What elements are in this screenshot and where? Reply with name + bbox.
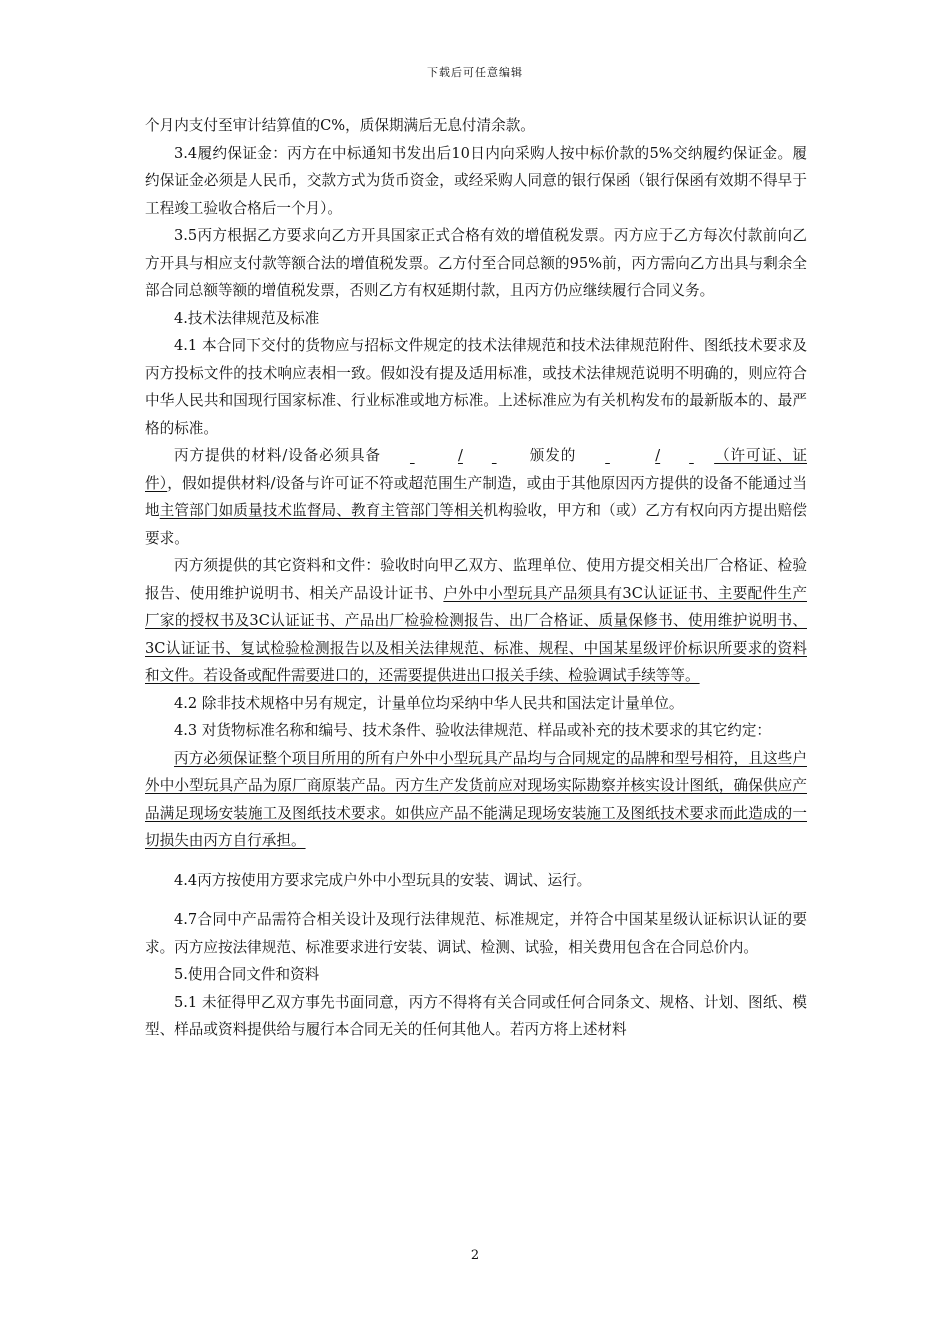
authority-departments-text: 主管部门如质量技术监督局、教育主管部门等相关 (159, 502, 484, 519)
paragraph-4-4: 4.4丙方按使用方要求完成户外中小型玩具的安装、调试、运行。 (174, 871, 592, 889)
section-heading-5: 5.使用合同文件和资料 (174, 966, 320, 983)
paragraph-documents (145, 552, 807, 690)
paragraph-4-1: 4.1 本合同下交付的货物应与招标文件规定的技术法律规范和技术法律规范附件、图纸技术要求及丙方投标文件的技术响应表相一致。假如没有提及适用标准，或技术法律规范说明不明确的，则应符合中华人民共和国现行国家标准、行业标准或地方标准。上述标准应为有关机构发布的最新版本的、最严格的标准。 (145, 337, 807, 437)
section-heading-4: 4.技术法律规范及标准 (174, 309, 320, 327)
paragraph-3-4: 3.4履约保证金：丙方在中标通知书发出后10日内向采购人按中标价款的5%交纳履约保证金。履约保证金必须是人民币，交款方式为货币资金，或经采购人同意的银行保函（银行保函有效期不得早于工程竣工验收合格后一个月）。 (145, 144, 807, 217)
license-certificate-text: （许可证、证件） (145, 447, 807, 492)
document-body (145, 112, 807, 1044)
documents-underlined-text: 户外中小型玩具产品须具有3C认证证书、主要配件生产厂家的授权书及3C认证证书、产品出厂检验检测报告、出厂合格证、质量保修书、使用维护说明书、3C认证证书、复试检验检测报告以及相关法律规范、标准、规程、中国某星级评价标识所要求的资料和文件。若设备或配件需要进口的，还需要提供进出口报关手续、检验调试手续等等。 (145, 584, 807, 684)
blank-authority: / (457, 447, 463, 464)
paragraph-materials (145, 442, 807, 552)
paragraph-5-1: 5.1 未征得甲乙双方事先书面同意，丙方不得将有关合同或任何合同条文、规格、计划、图纸、模型、样品或资料提供给与履行本合同无关的任何其他人。若丙方将上述材料 (145, 993, 807, 1038)
materials-text-2: 颁发的 (528, 447, 577, 464)
paragraph-4-2: 4.2 除非技术规格中另有规定，计量单位均采纳中华人民共和国法定计量单位。 (174, 694, 684, 712)
paragraph-4-3: 4.3 对货物标准名称和编号、技术条件、验收法律规范、样品或补充的技术要求的其它约定： (174, 722, 772, 739)
page-header: 下载后可任意编辑 (427, 66, 523, 79)
paragraph-4-7: 4.7合同中产品需符合相关设计及现行法律规范、标准规定，并符合中国某星级认证标识认证的要求。丙方应按法律规范、标准要求进行安装、调试、检测、试验，相关费用包含在合同总价内。 (145, 911, 807, 956)
paragraph-3-5: 3.5丙方根据乙方要求向乙方开具国家正式合格有效的增值税发票。丙方应于乙方每次付款前向乙方开具与相应支付款等额合法的增值税发票。乙方付至合同总额的95%前，丙方需向乙方出具与剩余全部合同总额等额的增值税发票，否则乙方有权延期付款，且丙方仍应继续履行合同义务。 (145, 227, 807, 299)
materials-text-3: ，假如提供材料/设备与许可证不符或超范围生产制造，或由于其他原因丙方提供的设备不能通过当地 (145, 474, 808, 519)
documents-text-1: 丙方须提供的其它资料和文件：验收时向甲乙双方、监理单位、使用方提交相关出厂合格证、检验报告、使用维护说明书、相关产品设计证书、 (145, 557, 807, 602)
page-number: 2 (470, 1248, 480, 1263)
materials-text-4: 机构验收，甲方和（或）乙方有权向丙方提出赔偿要求。 (145, 502, 807, 547)
paragraph-payment-tail: 个月内支付至审计结算值的C%，质保期满后无息付清余款。 (145, 117, 535, 134)
materials-text-1: 丙方提供的材料/设备必须具备 (174, 447, 381, 464)
blank-license: / (655, 447, 661, 464)
paragraph-brand-guarantee: 丙方必须保证整个项目所用的所有户外中小型玩具产品均与合同规定的品牌和型号相符，且这些户外中小型玩具产品为原厂商原装产品。丙方生产发货前应对现场实际勘察并核实设计图纸，确保供应产品满足现场安装施工及图纸技术要求。如供应产品不能满足现场安装施工及图纸技术要求而此造成的一切损失由丙方自行承担。 (145, 749, 807, 849)
